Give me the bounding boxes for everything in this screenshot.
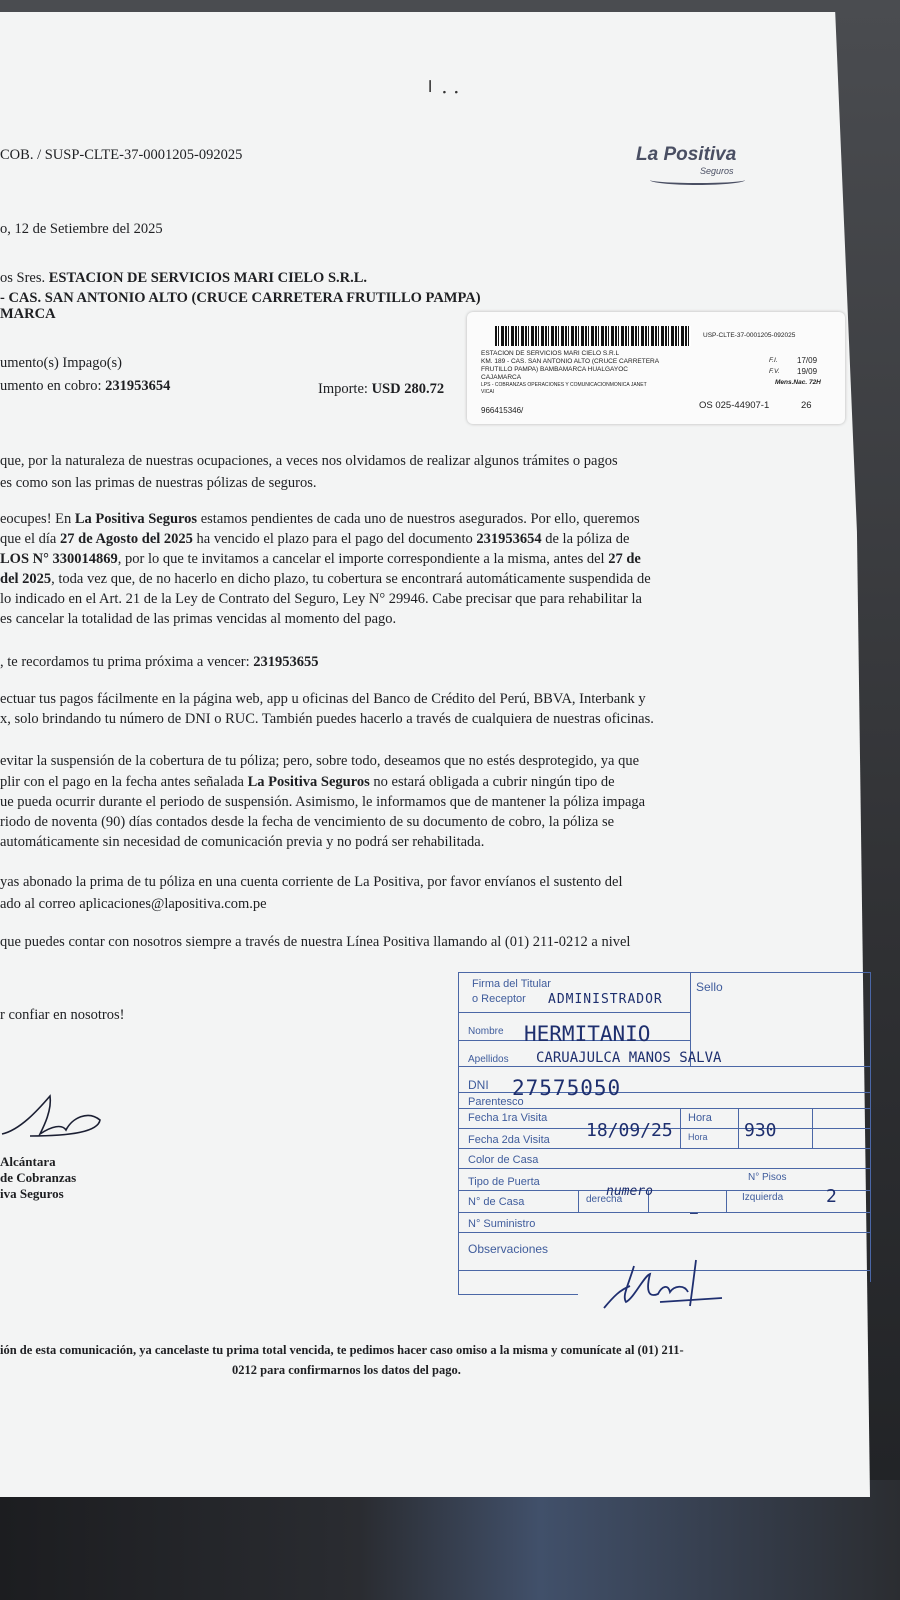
paragraph-4-line-2: x, solo brindando tu número de DNI o RUC. También puedes hacerlo a través de cualquiera de nuestras oficinas.	[0, 711, 654, 727]
address-line-2: MARCA	[0, 306, 56, 322]
label-fv-value: 19/09	[797, 367, 818, 376]
paragraph-1-line-2: es como son las primas de nuestras pólizas de seguros.	[0, 475, 317, 491]
label-fi-label: F.I.	[769, 357, 778, 364]
hw-receptor: ADMINISTRADOR	[548, 992, 663, 1007]
fecha2-label: Fecha 2da Visita	[468, 1134, 550, 1146]
hw-hora-visita: 930	[744, 1120, 777, 1141]
floor-background	[0, 1480, 900, 1600]
hw-dni: 27575050	[512, 1076, 622, 1100]
color-casa-label: Color de Casa	[468, 1154, 539, 1166]
logo-subtitle: Seguros	[700, 166, 734, 176]
label-company: ESTACION DE SERVICIOS MARI CIELO S.R.L	[481, 350, 620, 357]
sello-label: Sello	[696, 980, 723, 994]
closing-thanks: r confiar en nosotros!	[0, 1007, 125, 1023]
label-code: USP-CLTE-37-0001205-092025	[703, 332, 796, 339]
addressee-prefix: os Sres.	[0, 270, 46, 286]
apellidos-label: Apellidos	[468, 1054, 509, 1065]
label-address-1: KM. 189 - CAS. SAN ANTONIO ALTO (CRUCE CARRETERA	[481, 358, 660, 365]
tipo-puerta-label: Tipo de Puerta	[468, 1176, 540, 1188]
paragraph-2-line-2: que el día 27 de Agosto del 2025 ha vencido el plazo para el pago del documento 231953654 de la póliza de	[0, 531, 630, 547]
hora1-label: Hora	[688, 1112, 712, 1124]
amount-line	[318, 380, 444, 398]
hw-ncasa: —	[690, 1206, 698, 1221]
firma-label-1: Firma del Titular	[472, 978, 551, 990]
label-area-2: VICAI	[481, 389, 495, 395]
hw-tipo-puerta: numero	[606, 1184, 653, 1199]
paragraph-5-line-2: plir con el pago en la fecha antes señalada La Positiva Seguros no estará obligada a cubrir ningún tipo de	[0, 774, 615, 790]
paragraph-2-line-1: eocupes! En La Positiva Seguros estamos pendientes de cada uno de nuestros asegurados. Por ello, queremos	[0, 511, 640, 527]
dni-label: DNI	[468, 1078, 489, 1092]
nombre-label: Nombre	[468, 1026, 504, 1037]
paragraph-2-line-5: lo indicado en el Art. 21 de la Ley de Contrato del Seguro, Ley N° 29946. Cabe precisar que para rehabilitar la	[0, 591, 642, 607]
paragraph-2-line-6: es cancelar la totalidad de las primas vencidas al momento del pago.	[0, 611, 397, 627]
hora2-label: Hora	[688, 1132, 708, 1142]
label-address-3: CAJAMARCA	[481, 374, 522, 381]
label-phone: 966415346/	[481, 406, 524, 415]
address-line-1: - CAS. SAN ANTONIO ALTO (CRUCE CARRETERA FRUTILLO PAMPA)	[0, 290, 481, 306]
document-number-label: umento en cobro:	[0, 378, 102, 394]
pisos-label: N° Pisos	[748, 1172, 787, 1183]
signer-name: Alcántara	[0, 1154, 56, 1169]
ncasa-label: N° de Casa	[468, 1196, 525, 1208]
paragraph-4-line-1: ectuar tus pagos fácilmente en la página web, app u oficinas del Banco de Crédito del Perú, BBVA, Interbank y	[0, 691, 646, 707]
paragraph-3: , te recordamos tu prima próxima a vencer: 231953655	[0, 654, 319, 670]
paragraph-2-line-3: LOS N° 330014869, por lo que te invitamos a cancelar el importe correspondiente a la misma, antes del 27 de	[0, 551, 641, 567]
footer-line-2: 0212 para confirmarnos los datos del pago.	[232, 1363, 461, 1377]
la-positiva-logo: La Positiva	[636, 144, 737, 165]
hw-nombre: HERMITANIO	[524, 1022, 651, 1046]
label-fv-label: F.V.	[769, 368, 780, 375]
amount-value: USD 280.72	[371, 381, 445, 397]
label-address-2: FRUTILLO PAMPA) BAMBAMARCA HUALGAYOC	[481, 366, 628, 373]
document-number-value: 231953654	[105, 378, 171, 394]
paragraph-1-line-1: que, por la naturaleza de nuestras ocupaciones, a veces nos olvidamos de realizar algunos trámites o pagos	[0, 453, 618, 469]
suministro-label: N° Suministro	[468, 1218, 536, 1230]
amount-label: Importe:	[318, 381, 368, 397]
fecha1-label: Fecha 1ra Visita	[468, 1112, 548, 1124]
observaciones-label: Observaciones	[468, 1242, 549, 1256]
logo-swoosh-icon	[650, 175, 745, 185]
paragraph-6-line-1: yas abonado la prima de tu póliza en una cuenta corriente de La Positiva, por favor envíanos el sustento del	[0, 874, 623, 890]
signer-company: iva Seguros	[0, 1186, 64, 1201]
signer-title: de Cobranzas	[0, 1170, 77, 1185]
footer-line-1: ión de esta comunicación, ya cancelaste tu prima total vencida, te pedimos hacer caso omiso a la misma y comunícate al (01) 211-	[0, 1343, 684, 1357]
hw-fecha-visita: 18/09/25	[586, 1120, 673, 1141]
paragraph-5-line-5: automáticamente sin necesidad de comunicación previa y no podrá ser rehabilitada.	[0, 834, 485, 850]
firma-label-2: o Receptor	[472, 993, 526, 1005]
addressee-name: ESTACION DE SERVICIOS MARI CIELO S.R.L.	[48, 270, 368, 286]
signature-icon	[0, 1090, 110, 1150]
barcode-icon	[495, 326, 691, 346]
document-number-line	[0, 377, 170, 395]
paragraph-5-line-4: riodo de noventa (90) días contados desde la fecha de vencimiento de su documento de cobro, la póliza se	[0, 814, 615, 830]
label-service: Mens.Nac. 72H	[775, 379, 821, 386]
courier-label	[467, 312, 845, 424]
reference-number: COB. / SUSP-CLTE-37-0001205-092025	[0, 147, 243, 163]
paragraph-7: que puedes contar con nosotros siempre a través de nuestra Línea Positiva llamando al (01) 211-0212 a nivel	[0, 934, 631, 950]
label-os: OS 025-44907-1	[699, 400, 770, 411]
document-title: umento(s) Impago(s)	[0, 355, 123, 371]
addressee-line	[0, 269, 367, 287]
paragraph-5-line-1: evitar la suspensión de la cobertura de tu póliza; pero, sobre todo, deseamos que no estés desprotegido, ya que	[0, 753, 640, 769]
paragraph-5-line-3: ue pueda ocurrir durante el periodo de suspensión. Asimismo, le informamos que de mantener la póliza impaga	[0, 794, 646, 810]
date-line: o, 12 de Setiembre del 2025	[0, 221, 163, 237]
pen-mark: ╵ ⋅ ⋅	[424, 82, 460, 104]
label-os-number: 26	[801, 400, 812, 411]
label-fi-value: 17/09	[797, 356, 818, 365]
label-area: LPS - COBRANZAS OPERACIONES Y COMUNICACIONMONICA JANET	[481, 382, 647, 388]
hw-apellidos: CARUAJULCA MANOS SALVA	[536, 1050, 722, 1066]
derecha-label: derecha	[586, 1194, 623, 1205]
receiver-signature-icon	[600, 1256, 730, 1316]
izquierda-label: Izquierda	[742, 1192, 784, 1203]
paragraph-2-line-4: del 2025, toda vez que, de no hacerlo en dicho plazo, tu cobertura se encontrará automáticamente suspendida de	[0, 571, 651, 587]
paragraph-6-line-2: ado al correo aplicaciones@lapositiva.com.pe	[0, 896, 267, 912]
parentesco-label: Parentesco	[468, 1096, 524, 1108]
hw-pisos: 2	[826, 1186, 837, 1207]
